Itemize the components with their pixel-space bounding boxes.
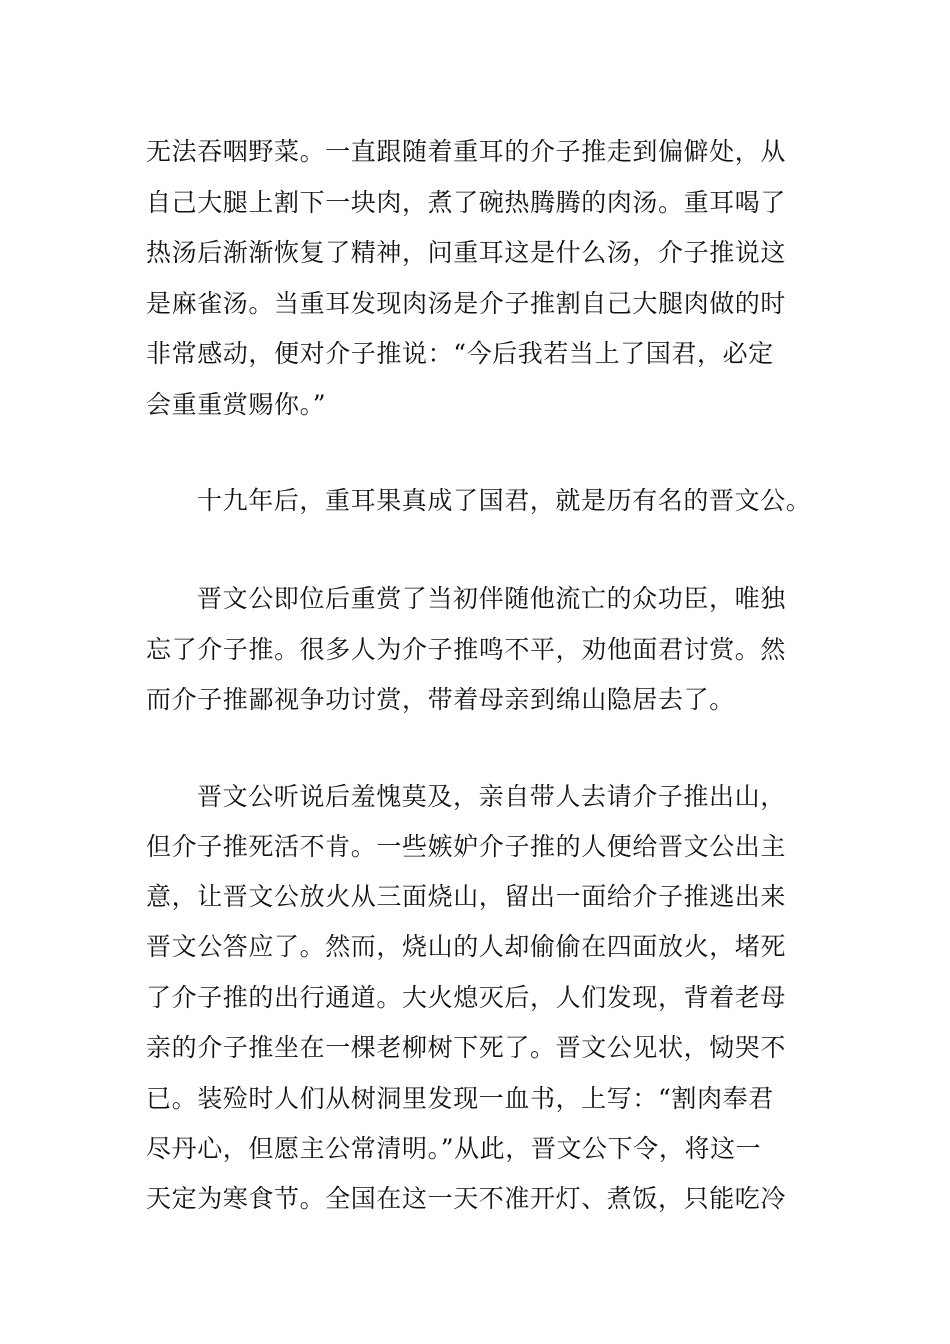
- text-line: 尽丹心，但愿主公常清明。”从此，晋文公下令，将这一: [146, 1134, 762, 1163]
- text-line: 天定为寒食节。全国在这一天不准开灯、煮饭，只能吃冷: [146, 1184, 787, 1213]
- text-line: 了介子推的出行通道。大火熄灭后，人们发现，背着老母: [146, 983, 787, 1012]
- text-line: 晋文公答应了。然而，烧山的人却偷偷在四面放火，堵死: [146, 932, 787, 961]
- text-line: 无法吞咽野菜。一直跟随着重耳的介子推走到偏僻处，从: [146, 137, 787, 166]
- text-line: 是麻雀汤。当重耳发现肉汤是介子推割自己大腿肉做的时: [146, 289, 787, 318]
- text-line: 意，让晋文公放火从三面烧山，留出一面给介子推逃出来: [146, 882, 787, 911]
- text-line: 晋文公听说后羞愧莫及，亲自带人去请介子推出山，: [197, 782, 786, 811]
- text-line: 但介子推死活不肯。一些嫉妒介子推的人便给晋文公出主: [146, 832, 787, 861]
- text-line: 会重重赏赐你。”: [146, 390, 327, 419]
- text-line: 热汤后渐渐恢复了精神，问重耳这是什么汤，介子推说这: [146, 238, 787, 267]
- text-line: 亲的介子推坐在一棵老柳树下死了。晋文公见状，恸哭不: [146, 1033, 787, 1062]
- text-line: 非常感动，便对介子推说：“今后我若当上了国君，必定: [146, 339, 774, 368]
- text-line: 自己大腿上割下一块肉，煮了碗热腾腾的肉汤。重耳喝了: [146, 188, 787, 217]
- text-line: 已。装殓时人们从树洞里发现一血书，上写：“割肉奉君: [146, 1084, 774, 1113]
- text-line: 忘了介子推。很多人为介子推鸣不平，劝他面君讨赏。然: [146, 635, 787, 664]
- text-line: 晋文公即位后重赏了当初伴随他流亡的众功臣，唯独: [197, 584, 786, 613]
- text-line: 十九年后，重耳果真成了国君，就是历有名的晋文公。: [197, 486, 812, 515]
- text-line: 而介子推鄙视争功讨赏，带着母亲到绵山隐居去了。: [146, 685, 735, 714]
